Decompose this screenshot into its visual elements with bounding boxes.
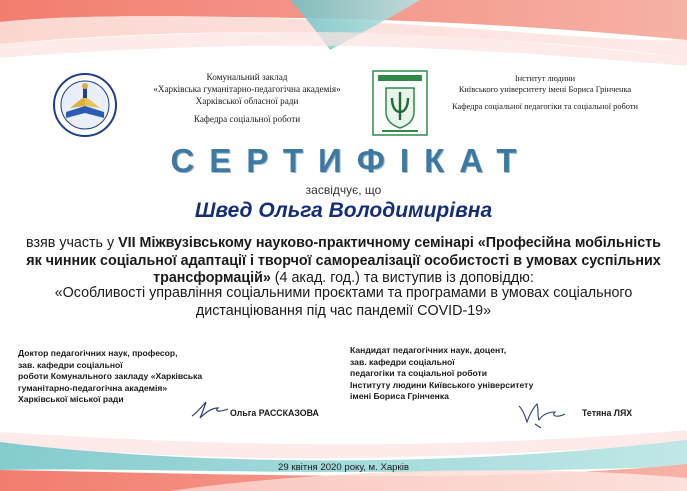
intro-text: взяв участь у (26, 235, 119, 251)
event-name: VII Міжвузівському науково-практичному семінарі «Професійна мобільність як чинник соціальної адаптації і творчої самореалізації особистості в умовах суспільних трансформацій» (26, 235, 661, 286)
university-logo (372, 70, 428, 136)
left-department: Кафедра соціальної роботи (193, 114, 301, 124)
left-institution-line3: Харківської обласної ради (195, 96, 299, 106)
hours-text: (4 акад. год.) та виступив із доповіддю: (270, 270, 534, 286)
left-signature (190, 398, 230, 420)
left-signatory-name: Ольга РАССКАЗОВА (230, 408, 319, 418)
left-signatory-line: гуманітарно-педагогічна академія» (18, 382, 168, 393)
left-institution-line1: Комунальний заклад (206, 72, 288, 82)
left-institution (132, 71, 362, 125)
right-signatory-line: імені Бориса Грінченка (350, 391, 449, 401)
right-institution (440, 73, 650, 112)
right-department: Кафедра соціальної педагогіки та соціальної роботи (452, 102, 638, 111)
certificate-title: СЕРТИФІКАТ (170, 142, 532, 179)
left-signatory-line: зав. кафедри соціальної (18, 359, 123, 370)
left-signatory-line: роботи Комунального закладу «Харківська (18, 371, 203, 381)
right-signatory-name: Тетяна ЛЯХ (582, 408, 633, 418)
report-topic: «Особливості управління соціальними проєктами та програмами в умовах соціального дистанціювання під час пандемії COVID-19» (54, 285, 633, 319)
right-signatory-line: Кандидат педагогічних наук, доцент, (350, 345, 507, 355)
right-institution-line1: Інститут людини (514, 74, 576, 83)
certifies-text: засвідчує, що (305, 183, 382, 197)
left-signatory-title (18, 348, 238, 406)
right-signature (515, 400, 569, 430)
academy-logo (52, 72, 118, 138)
right-signatory-line: зав. кафедри соціальної (350, 356, 455, 367)
recipient-name: Швед Ольга Володимирівна (194, 199, 493, 222)
participation-text (18, 235, 669, 288)
right-signatory-line: педагогіки та соціальної роботи (350, 368, 488, 378)
date-place: 29 квітня 2020 року, м. Харків (278, 462, 409, 473)
right-signatory-title (350, 345, 580, 403)
left-signatory-line: Харківської міської ради (18, 394, 124, 404)
right-signatory-line: Інституту людини Київського університету (350, 379, 534, 390)
left-signatory-line: Доктор педагогічних наук, професор, (18, 348, 178, 358)
right-institution-line2: Київського університету імені Бориса Грінченка (458, 85, 632, 94)
left-institution-line2: «Харківська гуманітарно-педагогічна академія» (153, 84, 341, 94)
